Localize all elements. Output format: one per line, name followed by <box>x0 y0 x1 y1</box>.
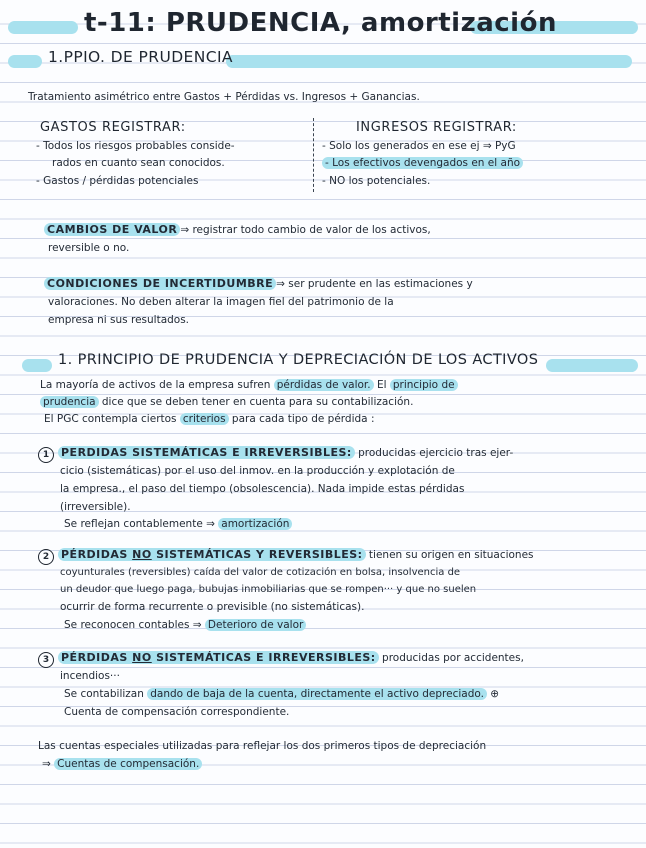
item2-result <box>64 617 306 634</box>
column-divider <box>313 118 314 192</box>
gastos-item: - Gastos / pérdidas potenciales <box>36 175 199 187</box>
item3-title-no: NO <box>132 651 152 664</box>
item3-title-part: PÉRDIDAS <box>61 651 133 664</box>
ingresos-item: - NO los potenciales. <box>322 175 431 187</box>
item3-title-part: SISTEMÁTICAS E IRREVERSIBLES: <box>151 651 376 664</box>
condiciones-text-2: valoraciones. No deben alterar la imagen fiel del patrimonio de la <box>48 296 394 308</box>
item1-text: cicio (sistemáticas) por el uso del inmov. en la producción y explotación de <box>60 465 455 477</box>
condiciones-text-3: empresa ni sus resultados. <box>48 314 190 326</box>
s2-heading-highlight-right <box>546 359 638 372</box>
s2-text: La mayoría de activos de la empresa sufren <box>40 379 274 391</box>
s2-text: dice que se deben tener en cuenta para su contabilización. <box>98 396 414 408</box>
s1-heading: 1.PPIO. DE PRUDENCIA <box>48 48 233 66</box>
s2-highlight: principio de <box>390 379 458 391</box>
item1-text: (irreversible). <box>60 501 131 513</box>
item2-result-text: Se reconocen contables ⇒ <box>64 619 205 631</box>
item3-heading <box>38 650 524 668</box>
ingresos-title: INGRESOS REGISTRAR: <box>356 120 517 135</box>
item3-result-text: Se contabilizan <box>64 688 148 700</box>
item2-title-part: PÉRDIDAS <box>61 548 133 561</box>
item3-result-text: ⊕ <box>486 688 500 700</box>
item1-result-highlight: amortización <box>218 518 292 530</box>
condiciones-label: CONDICIONES DE INCERTIDUMBRE <box>44 277 276 290</box>
s2-heading-highlight-left <box>22 359 52 372</box>
item2-number-circle: 2 <box>38 549 54 565</box>
s2-paragraph-line <box>40 394 413 411</box>
item3-text: Cuenta de compensación correspondiente. <box>64 706 290 718</box>
item2-text: un deudor que luego paga, bubujas inmobiliarias que se rompen··· y que no suelen <box>60 584 477 595</box>
item3-number-circle: 3 <box>38 652 54 668</box>
item2-text: tienen su origen en situaciones <box>365 549 534 561</box>
condiciones-text: ⇒ ser prudente en las estimaciones y <box>276 278 473 290</box>
item1-heading <box>38 445 513 463</box>
item1-number-circle: 1 <box>38 447 54 463</box>
closing-text: Las cuentas especiales utilizadas para reflejar los dos primeros tipos de depreciación <box>38 740 487 752</box>
ingresos-item <box>322 155 523 172</box>
s2-paragraph-line <box>40 377 458 394</box>
cambios-text-2: reversible o no. <box>48 242 130 254</box>
item3-title <box>58 651 379 664</box>
gastos-title: GASTOS REGISTRAR: <box>40 120 186 135</box>
item2-text: coyunturales (reversibles) caída del valor de cotización en bolsa, insolvencia de <box>60 567 461 578</box>
ingresos-item: - Solo los generados en ese ej ⇒ PyG <box>322 140 516 152</box>
s1-heading-highlight-right <box>226 55 632 68</box>
gastos-item: rados en cuanto sean conocidos. <box>52 157 225 169</box>
s2-text: El PGC contempla ciertos <box>44 413 180 425</box>
closing-result <box>42 756 202 773</box>
s2-text: El <box>373 379 390 391</box>
closing-highlight: Cuentas de compensación. <box>54 758 202 770</box>
item3-text: producidas por accidentes, <box>378 652 524 664</box>
s2-highlight: criterios <box>180 413 229 425</box>
gastos-item: - Todos los riesgos probables conside- <box>36 140 235 152</box>
item3-text: incendios··· <box>60 670 120 682</box>
item1-text: la empresa., el paso del tiempo (obsolescencia). Nada impide estas pérdidas <box>60 483 465 495</box>
cambios-text: ⇒ registrar todo cambio de valor de los activos, <box>180 224 431 236</box>
cambios-line <box>44 222 431 239</box>
page-title: t-11: PRUDENCIA, amortización <box>84 8 557 38</box>
s2-paragraph-line <box>44 411 375 428</box>
ingresos-item-highlight: - Los efectivos devengados en el año <box>322 157 523 169</box>
title-highlight-left <box>8 21 78 34</box>
item2-title-no: NO <box>132 548 152 561</box>
item2-title <box>58 548 366 561</box>
item2-text: ocurrir de forma recurrente o previsible (no sistemáticas). <box>60 601 365 613</box>
cambios-label: CAMBIOS DE VALOR <box>44 223 180 236</box>
item1-title: PERDIDAS SISTEMÁTICAS E IRREVERSIBLES: <box>58 446 355 459</box>
item3-result <box>64 686 499 703</box>
s2-highlight: prudencia <box>40 396 99 408</box>
s2-heading: 1. PRINCIPIO DE PRUDENCIA Y DEPRECIACIÓN DE LOS ACTIVOS <box>58 352 539 368</box>
s1-heading-highlight-left <box>8 55 42 68</box>
item2-result-highlight: Deterioro de valor <box>205 619 306 631</box>
s2-text: para cada tipo de pérdida : <box>228 413 375 425</box>
item3-result-highlight: dando de baja de la cuenta, directamente el activo depreciado. <box>147 688 487 700</box>
item2-heading <box>38 547 534 565</box>
item1-text: producidas ejercicio tras ejer- <box>354 447 514 459</box>
item1-result <box>64 516 292 533</box>
closing-arrow: ⇒ <box>42 758 55 770</box>
item1-result-text: Se reflejan contablemente ⇒ <box>64 518 219 530</box>
item2-title-part: SISTEMÁTICAS Y REVERSIBLES: <box>151 548 363 561</box>
condiciones-line <box>44 276 473 293</box>
s1-intro: Tratamiento asimétrico entre Gastos + Pérdidas vs. Ingresos + Ganancias. <box>28 91 420 103</box>
s2-highlight: pérdidas de valor. <box>274 379 374 391</box>
